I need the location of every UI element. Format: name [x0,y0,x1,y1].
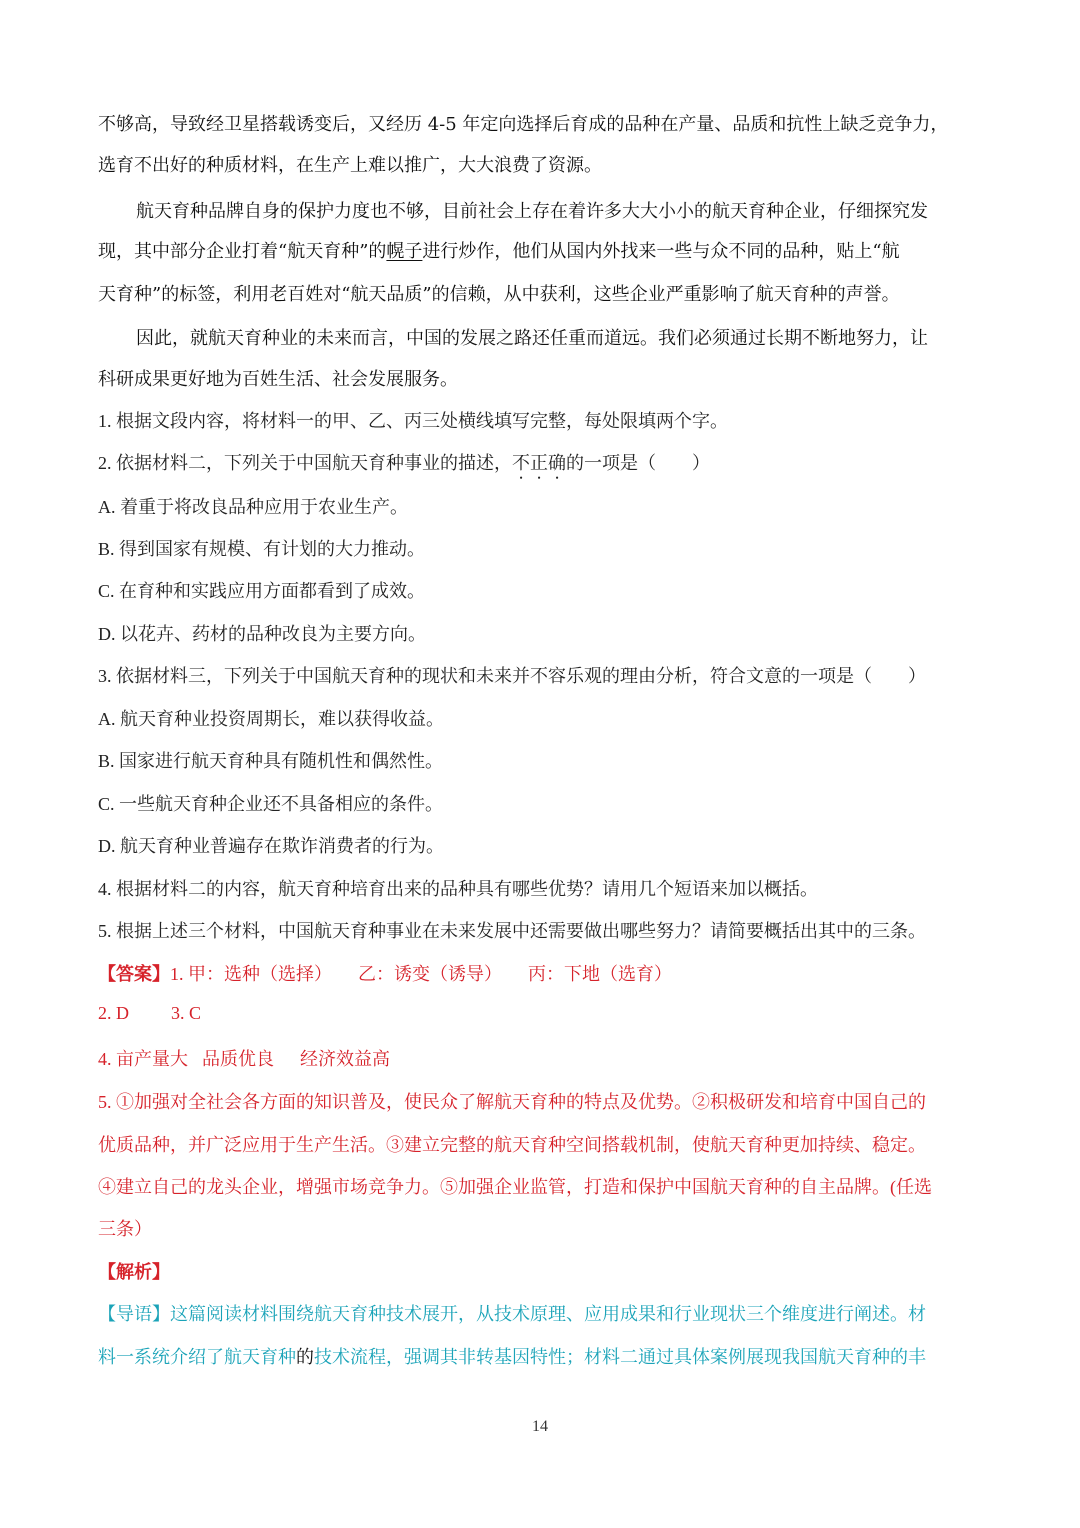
question-1: 1. 根据文段内容，将材料一的甲、乙、丙三处横线填写完整，每处限填两个字。 [98,411,728,431]
question-2-option-c: C. 在育种和实践应用方面都看到了成效。 [98,581,426,601]
question-2-option-a: A. 着重于将改良品种应用于农业生产。 [98,497,408,517]
answer-2: 2. D [98,1003,129,1023]
question-2-pre: 2. 依据材料二，下列关于中国航天育种事业的描述， [98,453,512,473]
guide-text-2a: 料一系统介绍了航天育种 [98,1347,296,1367]
question-2-post: 的一项是（ ） [566,453,710,473]
emphasized-text: 不正确 [512,453,566,473]
answer-1-jia: 甲：选种（选择） [188,964,332,984]
answer-2-3 [98,1003,988,1024]
guide-line1 [98,1300,988,1326]
answer-4 [98,1045,988,1071]
question-2-option-d: D. 以花卉、药材的品种改良为主要方向。 [98,624,426,644]
guide-line2 [98,1343,988,1369]
question-3-option-b: B. 国家进行航天育种具有随机性和偶然性。 [98,751,444,771]
guide-text-1: 这篇阅读材料围绕航天育种技术展开，从技术原理、应用成果和行业现状三个维度进行阐述。材 [170,1304,926,1324]
page-number: 14 [532,1418,548,1435]
guide-label: 【导语】 [98,1304,170,1324]
para1-line2: 选育不出好的种质材料，在生产上难以推广，大大浪费了资源。 [98,155,602,176]
question-2-option-b: B. 得到国家有规模、有计划的大力推动。 [98,539,426,559]
para2-line1: 航天育种品牌自身的保护力度也不够，目前社会上存在着许多大大小小的航天育种企业，仔细探究发 [136,201,928,222]
answer-1-bing: 丙：下地（选育） [528,964,672,984]
answer-1-num: 1. [170,964,184,984]
para2-line2-post: 进行炒作，他们从国内外找来一些与众不同的品种，贴上“航 [422,241,900,262]
question-4: 4. 根据材料二的内容，航天育种培育出来的品种具有哪些优势？请用几个短语来加以概括。 [98,879,818,899]
para2-line2 [98,237,988,263]
answer-5-line2: 优质品种，并广泛应用于生产生活。③建立完整的航天育种空间搭载机制，使航天育种更加持续、稳定。 [98,1135,926,1155]
guide-text-2b: 的 [296,1347,314,1367]
para1-line1: 不够高，导致经卫星搭载诱变后，又经历 4-5 年定向选择后育成的品种在产量、品质和抗性上缺乏竞争力， [98,114,949,135]
answer-4-part2: 品质优良 [202,1049,274,1069]
answer-label: 【答案】 [98,964,170,984]
guide-text-2c: 技术流程，强调其非转基因特性；材料二通过具体案例展现我国航天育种的丰 [314,1347,926,1367]
para2-line2-pre: 现，其中部分企业打着“航天育种”的 [98,241,387,262]
answer-4-part3: 经济效益高 [300,1049,390,1069]
question-2 [98,449,988,483]
answer-5-line1: 5. ①加强对全社会各方面的知识普及，使民众了解航天育种的特点及优势。②积极研发和培育中国自己的 [98,1092,926,1112]
question-3-option-c: C. 一些航天育种企业还不具备相应的条件。 [98,794,444,814]
para2-line3: 天育种”的标签，利用老百姓对“航天品质”的信赖，从中获利，这些企业严重影响了航天育种的声誉。 [98,284,900,305]
question-3-option-d: D. 航天育种业普遍存在欺诈消费者的行为。 [98,836,444,856]
analysis-label: 【解析】 [98,1262,170,1282]
answer-3: 3. C [171,1003,202,1023]
answer-5-line3: ④建立自己的龙头企业，增强市场竞争力。⑤加强企业监管，打造和保护中国航天育种的自主品牌。(任选 [98,1177,932,1197]
answer-4-part1: 4. 亩产量大 [98,1049,188,1069]
answer-1-yi: 乙：诱变（诱导） [358,964,502,984]
question-5: 5. 根据上述三个材料，中国航天育种事业在未来发展中还需要做出哪些努力？请简要概括出其中的三条。 [98,921,926,941]
answer-1 [98,960,988,986]
para3-line1: 因此，就航天育种业的未来而言，中国的发展之路还任重而道远。我们必须通过长期不断地努力，让 [136,328,928,349]
answer-5-line4: 三条） [98,1219,152,1239]
para3-line2: 科研成果更好地为百姓生活、社会发展服务。 [98,369,458,390]
question-3-option-a: A. 航天育种业投资周期长，难以获得收益。 [98,709,444,729]
question-3: 3. 依据材料三，下列关于中国航天育种的现状和未来并不容乐观的理由分析，符合文意的一项是（ ） [98,666,926,686]
underlined-word: 幌子 [386,241,423,262]
